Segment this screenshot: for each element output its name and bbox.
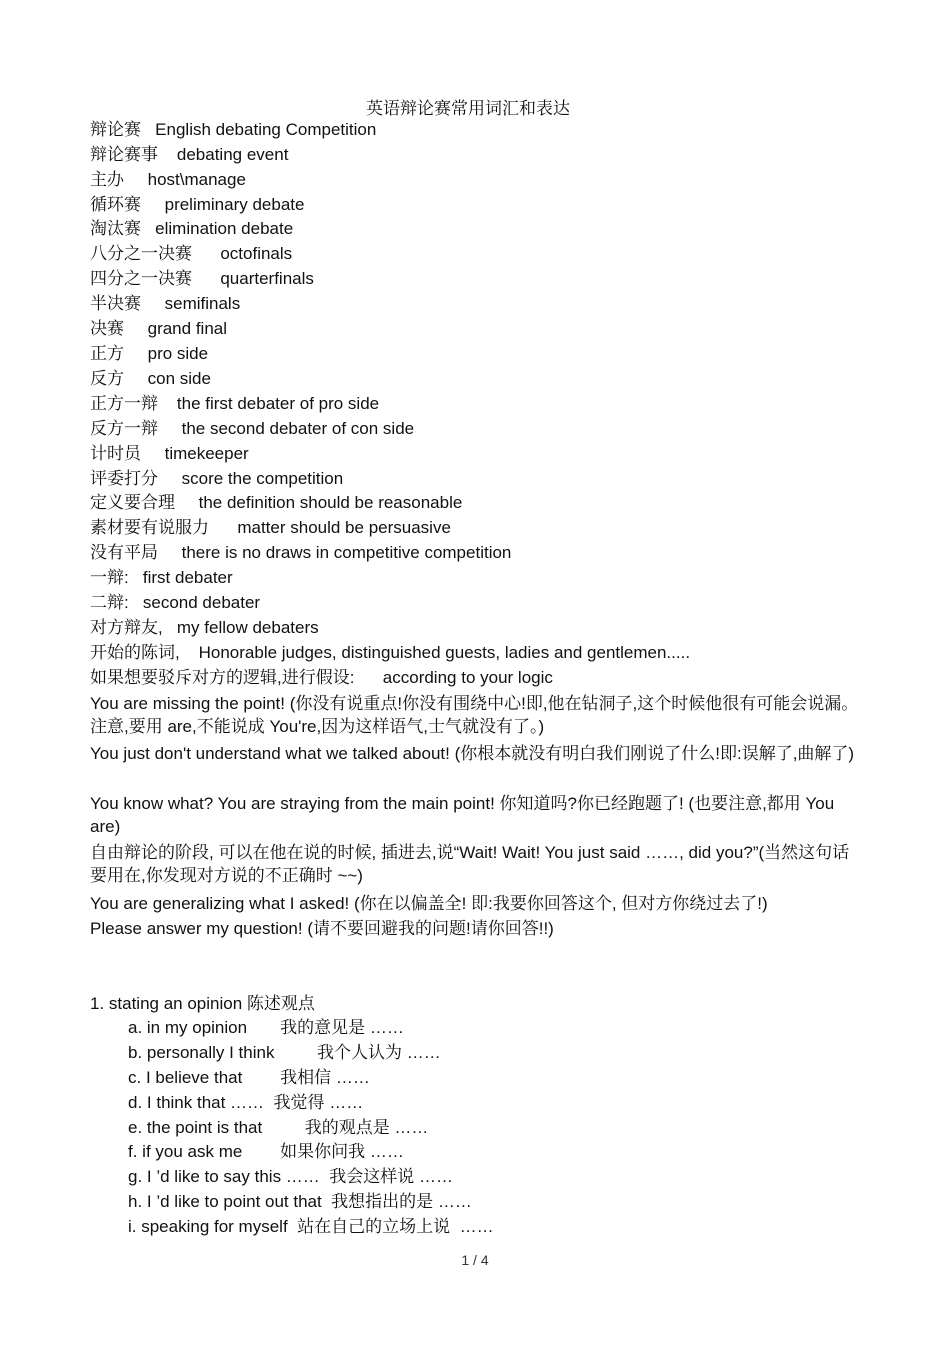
term-line: 对方辩友, my fellow debaters <box>90 618 319 637</box>
list-item: a. in my opinion 我的意见是 …… <box>128 1018 404 1037</box>
expression-paragraph: You are missing the point! (你没有说重点!你没有围绕中心!即,他在钻洞子,这个时候他很有可能会说漏。注意,要用 are,不能说成 You're,因为这样语气,士气就没有了。) <box>90 694 859 736</box>
list-item: g. I ’d like to say this …… 我会这样说 …… <box>128 1167 453 1186</box>
section-heading: 1. stating an opinion 陈述观点 <box>90 994 315 1013</box>
list-item: b. personally I think 我个人认为 …… <box>128 1043 441 1062</box>
list-item: d. I think that …… 我觉得 …… <box>128 1093 364 1112</box>
term-line: 素材要有说服力 matter should be persuasive <box>90 518 451 537</box>
term-line: 辩论赛 English debating Competition <box>90 120 377 139</box>
list-item: c. I believe that 我相信 …… <box>128 1068 370 1087</box>
term-line: 淘汰赛 elimination debate <box>90 219 294 238</box>
expression-paragraph: You know what? You are straying from the main point! 你知道吗?你已经跑题了! (也要注意,都用 You are) <box>90 794 835 836</box>
term-line: 二辩: second debater <box>90 593 261 612</box>
term-line: 辩论赛事 debating event <box>90 145 289 164</box>
document-title: 英语辩论赛常用词汇和表达 <box>366 99 570 119</box>
expression-paragraph: You are generalizing what I asked! (你在以偏盖全! 即:我要你回答这个, 但对方你绕过去了!) <box>90 894 768 913</box>
list-item: i. speaking for myself 站在自己的立场上说 …… <box>128 1217 494 1236</box>
term-line: 开始的陈词, Honorable judges, distinguished guests, ladies and gentlemen..... <box>90 643 691 662</box>
term-line: 计时员 timekeeper <box>90 444 249 463</box>
term-line: 如果想要驳斥对方的逻辑,进行假设: according to your logic <box>90 668 553 687</box>
expression-paragraph: 自由辩论的阶段, 可以在他在说的时候, 插进去,说“Wait! Wait! You just said ……, did you?”(当然这句话要用在,你发现对方说的不正确时 ~~) <box>90 843 850 885</box>
list-item: f. if you ask me 如果你问我 …… <box>128 1142 404 1161</box>
term-line: 定义要合理 the definition should be reasonable <box>90 493 463 512</box>
expression-paragraph: Please answer my question! (请不要回避我的问题!请你回答!!) <box>90 919 554 938</box>
term-line: 没有平局 there is no draws in competitive competition <box>90 543 512 562</box>
list-item: e. the point is that 我的观点是 …… <box>128 1118 429 1137</box>
list-item: h. I ’d like to point out that 我想指出的是 …… <box>128 1192 472 1211</box>
term-line: 决赛 grand final <box>90 319 228 338</box>
term-line: 半决赛 semifinals <box>90 294 241 313</box>
term-line: 反方一辩 the second debater of con side <box>90 419 415 438</box>
term-line: 正方 pro side <box>90 344 209 363</box>
term-line: 八分之一决赛 octofinals <box>90 244 293 263</box>
term-line: 一辩: first debater <box>90 568 233 587</box>
term-line: 主办 host\manage <box>90 170 246 189</box>
term-line: 正方一辩 the first debater of pro side <box>90 394 380 413</box>
term-line: 循环赛 preliminary debate <box>90 195 305 214</box>
term-line: 四分之一决赛 quarterfinals <box>90 269 314 288</box>
page-number: 1 / 4 <box>461 1252 489 1268</box>
expression-paragraph: You just don't understand what we talked about! (你根本就没有明白我们刚说了什么!即:误解了,曲解了) <box>90 744 855 763</box>
term-line: 评委打分 score the competition <box>90 469 344 488</box>
term-line: 反方 con side <box>90 369 211 388</box>
